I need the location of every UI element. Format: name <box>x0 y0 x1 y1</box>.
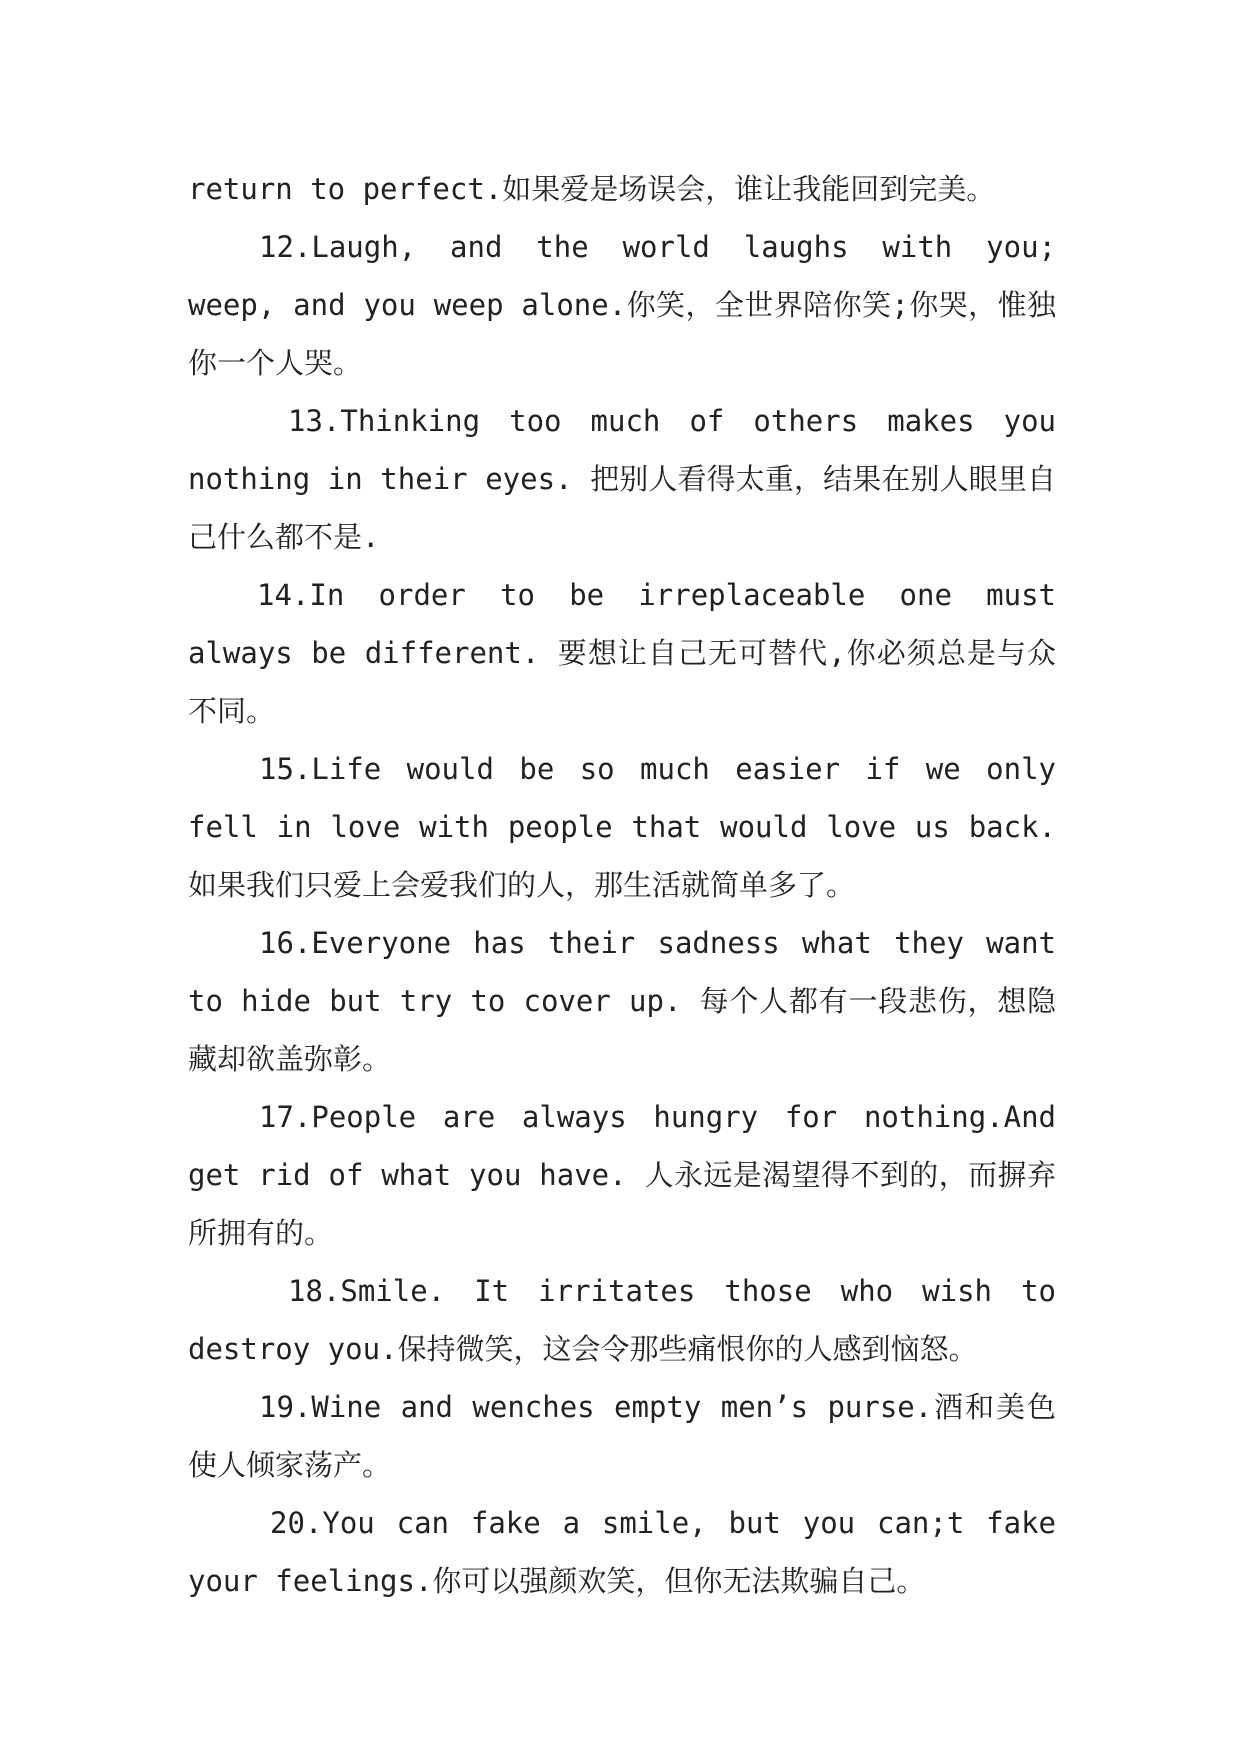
quote-19: 19.Wine and wenches empty men’s purse.酒和美色使人倾家荡产。 <box>188 1390 1056 1482</box>
quote-13: 13.Thinking too much of others makes you nothing in their eyes. 把别人看得太重，结果在别人眼里自己什么都不是. <box>188 404 1056 554</box>
quote-17: 17.People are always hungry for nothing.And get rid of what you have. 人永远是渴望得不到的，而摒弃所拥有的。 <box>188 1100 1056 1250</box>
quote-14: 14.In order to be irreplaceable one must always be different. 要想让自己无可替代,你必须总是与众不同。 <box>188 578 1056 728</box>
quote-16: 16.Everyone has their sadness what they want to hide but try to cover up. 每个人都有一段悲伤，想隐藏却欲盖弥彰。 <box>188 926 1056 1076</box>
quote-20: 20.You can fake a smile, but you can;t fake your feelings.你可以强颜欢笑，但你无法欺骗自己。 <box>188 1506 1056 1598</box>
quote-15: 15.Life would be so much easier if we only fell in love with people that would love us back. 如果我们只爱上会爱我们的人，那生活就简单多了。 <box>188 752 1056 902</box>
quote-11-continuation: return to perfect.如果爱是场误会，谁让我能回到完美。 <box>188 172 996 206</box>
document-page <box>188 160 1056 1610</box>
quote-18: 18.Smile. It irritates those who wish to destroy you.保持微笑，这会令那些痛恨你的人感到恼怒。 <box>188 1274 1056 1366</box>
quote-12: 12.Laugh, and the world laughs with you; weep, and you weep alone.你笑，全世界陪你笑;你哭，惟独你一个人哭。 <box>188 230 1056 380</box>
